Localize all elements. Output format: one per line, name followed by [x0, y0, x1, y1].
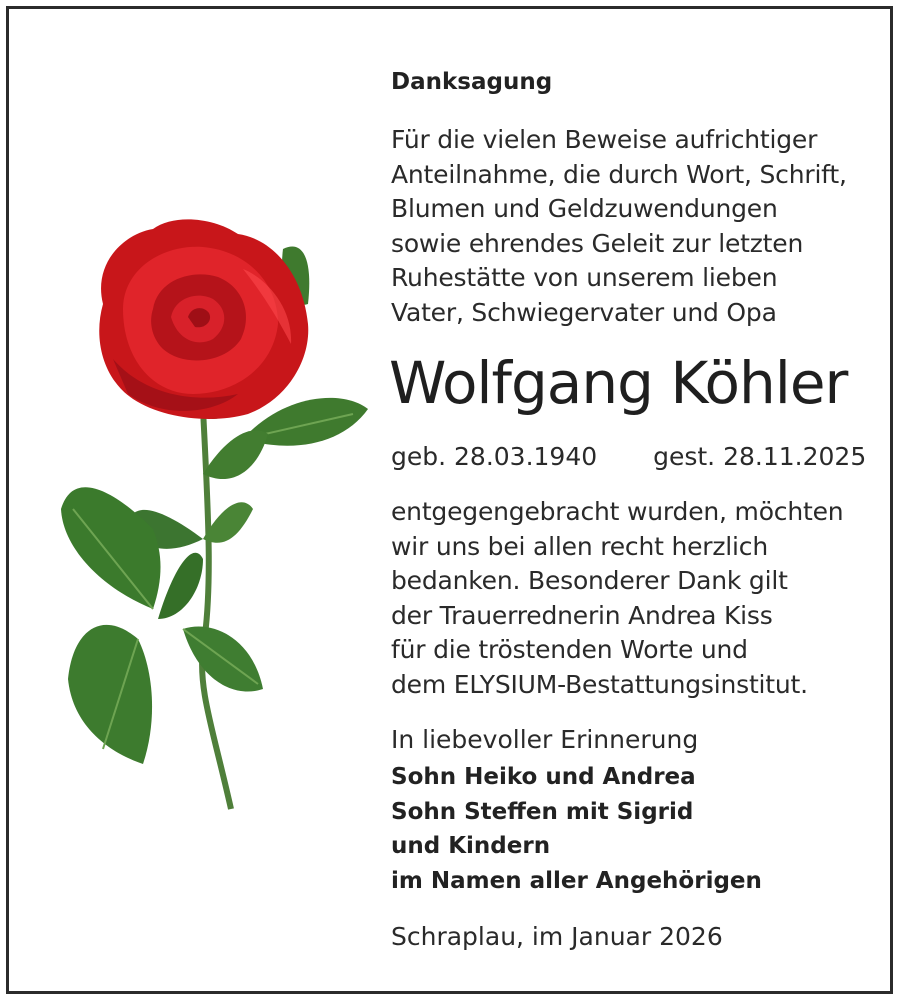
- red-rose-image: [53, 209, 373, 819]
- intro-line: Ruhestätte von unserem lieben: [391, 263, 778, 293]
- body-line: bedanken. Besonderer Dank gilt: [391, 566, 788, 596]
- intro-line: Für die vielen Beweise aufrichtiger: [391, 125, 818, 154]
- life-dates: [391, 442, 866, 471]
- body-line: für die tröstenden Worte und: [391, 635, 748, 665]
- deceased-name: Wolfgang Köhler: [389, 349, 848, 417]
- intro-paragraph: [391, 123, 847, 331]
- notice-frame: [6, 6, 893, 994]
- death-date: gest. 28.11.2025: [653, 442, 867, 471]
- body-paragraph: [391, 495, 843, 703]
- heading: Danksagung: [391, 69, 553, 95]
- signer-line: Sohn Heiko und Andrea: [391, 764, 696, 790]
- signers-block: [391, 760, 762, 898]
- signer-line: im Namen aller Angehörigen: [391, 867, 762, 894]
- body-line: wir uns bei allen recht herzlich: [391, 531, 768, 561]
- body-line: entgegengebracht wurden, möchten: [391, 497, 844, 526]
- closing-line: In liebevoller Erinnerung: [391, 725, 699, 754]
- place-and-date: Schraplau, im Januar 2026: [391, 922, 723, 951]
- body-line: dem ELYSIUM-Bestattungsinstitut.: [391, 669, 808, 699]
- intro-line: sowie ehrendes Geleit zur letzten: [391, 228, 804, 258]
- signer-line: Sohn Steffen mit Sigrid: [391, 798, 694, 825]
- birth-date: geb. 28.03.1940: [391, 442, 598, 471]
- intro-line: Anteilnahme, die durch Wort, Schrift,: [391, 159, 847, 189]
- signer-line: und Kindern: [391, 833, 551, 860]
- body-line: der Trauerrednerin Andrea Kiss: [391, 600, 773, 630]
- intro-line: Blumen und Geldzuwendungen: [391, 194, 778, 224]
- intro-line: Vater, Schwiegervater und Opa: [391, 297, 777, 327]
